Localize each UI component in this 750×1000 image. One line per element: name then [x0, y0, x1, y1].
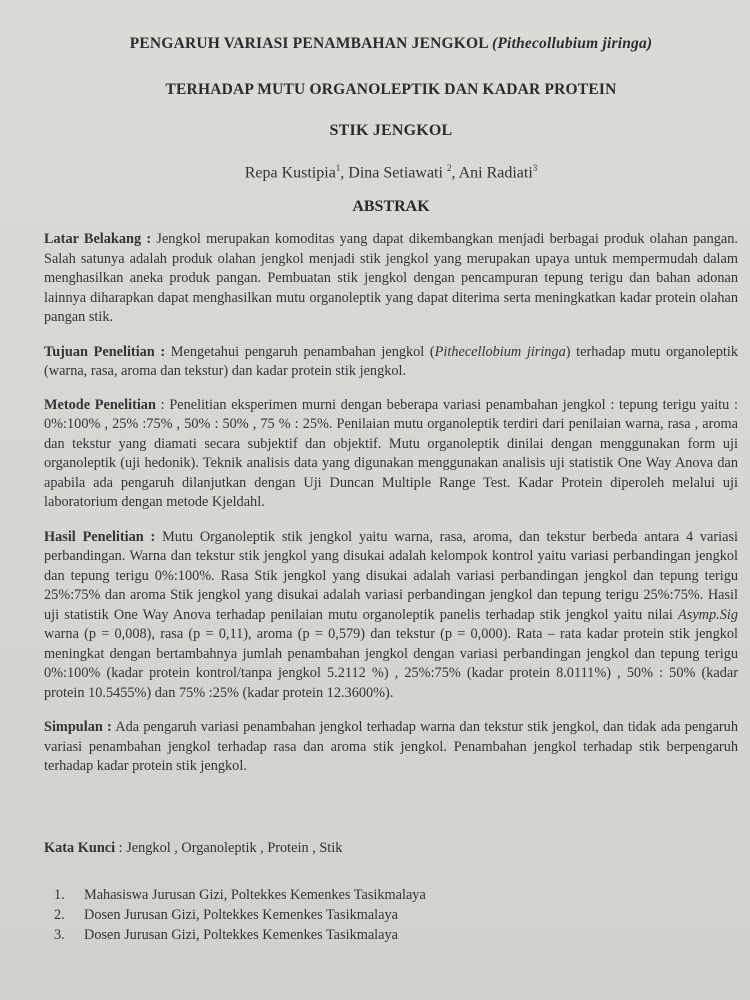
footnote-text: Mahasiswa Jurusan Gizi, Poltekkes Kemenkes Tasikmalaya — [84, 886, 426, 903]
results-label: Hasil Penelitian : — [44, 528, 156, 545]
objective-label: Tujuan Penelitian : — [44, 343, 166, 360]
author-list: Repa Kustipia$^1$, Dina Setiawati $^2$, Ani Radiati$^3$ — [244, 163, 538, 182]
keywords-line — [44, 840, 738, 857]
method-label: Metode Penelitian — [44, 396, 156, 413]
affiliation-footnotes — [54, 885, 738, 945]
author-name: Repa Kustipia — [244, 164, 336, 182]
objective-text-end: ) terhadap mutu organoleptik (warna, rasa, aroma dan tekstur) dan kadar protein stik jengkol. — [44, 343, 739, 380]
objective-paragraph — [44, 343, 738, 382]
author-affiliation-mark: 1 — [335, 163, 341, 173]
results-text-end: warna (p = 0,008), rasa (p = 0,11), aroma (p = 0,579) dan tekstur (p = 0,000). Rata – rata kadar protein stik jengkol meningkat dengan bertambahnya jumlah penambahan jengkol dengan variasi perbandingan jengkol dan tepung terigu 0%:100% (kadar protein kontrol/tanpa jengkol 5.2112 %) , 25%:75% (kadar protein 8.0111%) , 50% : 50% (kadar protein 10.5455%) dan 75% :25% (kadar protein 12.3600%). — [44, 626, 738, 701]
footnote-item — [54, 885, 738, 905]
author-affiliation-mark: 3 — [532, 163, 538, 173]
title-line-3: STIK JENGKOL — [329, 122, 453, 139]
background-text: Jengkol merupakan komoditas yang dapat dikembangkan menjadi berbagai produk olahan pangan. Salah satunya adalah produk olahan jengkol menjadi stik jengkol yang merupakan upaya untuk mempermudah dalam menghasilkan aneka produk pangan. Pembuatan stik jengkol dengan pencampuran tepung terigu dan bahan adonan lainnya diharapkan dapat menghasilkan mutu organoleptik yang dapat diterima serta meningkatkan kadar protein olahan pangan stik. — [44, 231, 738, 326]
method-text: : Penelitian eksperimen murni dengan beberapa variasi penambahan jengkol : tepung terigu yaitu : 0%:100% , 25% :75% , 50% : 50% , 75 % : 25%. Penilaian mutu organoleptik terdiri dari penilaian warna, rasa , aroma dan tekstur yang diamati secara subjektif dan objektif. Mutu organoleptik dinilai dengan menggunakan form uji organoleptik (uji hedonik). Teknik analisis data yang digunakan menggunakan analisis uji statistik One Way Anova dan apabila ada pengaruh dilanjutkan dengan Uji Duncan Multiple Range Test. Kadar Protein diperoleh melalui uji laboratorium dengan metode Kjeldahl. — [44, 396, 738, 511]
footnote-item — [54, 925, 738, 945]
background-paragraph — [44, 230, 738, 328]
footnote-item — [54, 905, 738, 925]
title-line-1-text: PENGARUH VARIASI PENAMBAHAN JENGKOL — [129, 35, 488, 52]
footnote-number: 3. — [54, 926, 65, 943]
conclusion-label: Simpulan : — [44, 719, 112, 736]
conclusion-text: Ada pengaruh variasi penambahan jengkol terhadap warna dan tekstur stik jengkol, dan tidak ada pengaruh variasi penambahan jengkol terhadap rasa dan aroma stik jengkol. Penambahan jengkol terhadap stik berpengaruh terhadap kadar protein stik jengkol. — [44, 719, 738, 775]
title-line-2: TERHADAP MUTU ORGANOLEPTIK DAN KADAR PROTEIN — [165, 80, 617, 98]
results-text: Mutu Organoleptik stik jengkol yaitu warna, rasa, aroma, dan tekstur berbeda antara 4 variasi perbandingan. Warna dan tekstur stik jengkol yang disukai adalah kelompok kontrol yaitu variasi perbandingan jengkol dan tepung terigu 0%:100%. Rasa Stik jengkol yang disukai adalah variasi perbandingan jengkol dan tepung terigu 25%:75% dan aroma Stik jengkol yang disukai adalah variasi perbandingan jengkol dan tepung terigu 25%:75%. Hasil uji statistik One Way Anova terhadap penilaian mutu organoleptik panelis terhadap stik jengkol yaitu nilai — [44, 528, 739, 623]
objective-text: Mengetahui pengaruh penambahan jengkol ( — [170, 343, 435, 360]
abstract-heading: ABSTRAK — [352, 198, 430, 216]
results-paragraph — [44, 528, 738, 704]
conclusion-paragraph — [44, 718, 738, 777]
background-label: Latar Belakang : — [44, 231, 152, 248]
title-line-1 — [44, 36, 738, 52]
footnote-text: Dosen Jurusan Gizi, Poltekkes Kemenkes Tasikmalaya — [84, 906, 398, 923]
footnote-number: 1. — [54, 886, 65, 903]
results-italic-term: Asymp.Sig — [678, 606, 738, 623]
keywords-text: : Jengkol , Organoleptik , Protein , Stik — [118, 839, 343, 856]
author-name: Dina Setiawati — [348, 164, 443, 182]
footnote-text: Dosen Jurusan Gizi, Poltekkes Kemenkes Tasikmalaya — [84, 926, 398, 943]
keywords-label: Kata Kunci — [44, 839, 116, 856]
author-affiliation-mark: 2 — [446, 163, 452, 173]
title-scientific-name: (Pithecollubium jiringa) — [492, 35, 653, 52]
objective-scientific-name: Pithecellobium jiringa — [434, 343, 566, 360]
author-name: Ani Radiati — [458, 164, 533, 182]
method-paragraph — [44, 396, 738, 513]
footnote-number: 2. — [54, 906, 65, 923]
